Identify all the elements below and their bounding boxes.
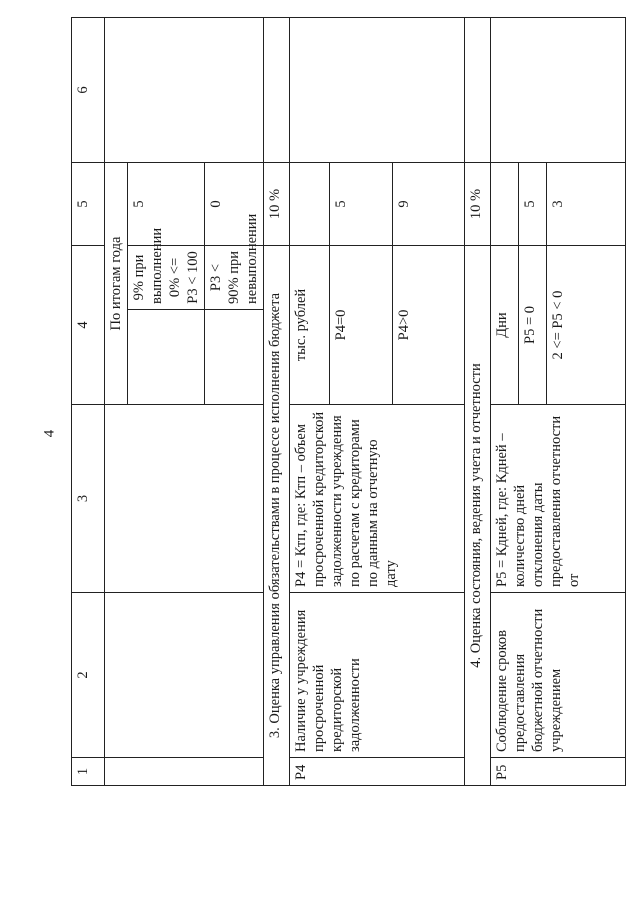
p5-unit: Дни xyxy=(491,246,519,405)
year-block-score-2: 0 xyxy=(205,163,264,246)
header-row xyxy=(72,18,105,786)
p5-unit-score xyxy=(491,163,519,246)
year-block-spacer-2 xyxy=(205,310,264,405)
p4-col-6 xyxy=(290,18,465,163)
p5-condition-2: 2 <= Р5 < 0 xyxy=(547,246,626,405)
p4-score-2: 9 xyxy=(393,163,465,246)
section-4-title: 4. Оценка состояния, ведения учета и отчетности xyxy=(465,246,491,786)
year-block-spacer xyxy=(128,310,205,405)
p5-score-1: 5 xyxy=(519,163,547,246)
section-4-weight: 10 % xyxy=(465,163,491,246)
year-block-name xyxy=(105,593,264,758)
header-col-5: 5 xyxy=(72,163,105,246)
year-block-title: По итогам года xyxy=(105,163,128,405)
year-block-formula xyxy=(105,405,264,593)
p4-score-1: 5 xyxy=(330,163,393,246)
year-block-col-6 xyxy=(105,18,264,163)
year-block-score-1: 5 xyxy=(128,163,205,246)
p5-name: Соблюдение сроков предоставления бюджетной отчетности учреждением xyxy=(491,593,626,758)
section-4-row xyxy=(465,18,491,786)
evaluation-criteria-table xyxy=(71,17,626,786)
p4-code: Р4 xyxy=(290,758,465,786)
year-block-condition-1: 9% при выполнении 0% <= Р3 < 100 xyxy=(128,246,205,310)
page-number: 4 xyxy=(41,429,58,438)
header-col-1: 1 xyxy=(72,758,105,786)
header-col-3: 3 xyxy=(72,405,105,593)
p5-formula: Р5 = Кдней, где: Кдней – количество дней отклонения даты предоставления отчетности от xyxy=(491,405,626,593)
p5-condition-1: Р5 = 0 xyxy=(519,246,547,405)
section-3-title: 3. Оценка управления обязательствами в процессе исполнения бюджета xyxy=(264,246,290,786)
p4-formula: Р4 = Ктп, где: Ктп – объем просроченной кредиторской задолженности учреждения по расчетам с кредиторами по данным на отчетную дату xyxy=(290,405,465,593)
header-col-4: 4 xyxy=(72,246,105,405)
p5-col-6 xyxy=(491,18,626,163)
header-col-6: 6 xyxy=(72,18,105,163)
section-3-weight: 10 % xyxy=(264,163,290,246)
p4-unit: тыс. рублей xyxy=(290,246,330,405)
p5-code: Р5 xyxy=(491,758,626,786)
section-3-row xyxy=(264,18,290,786)
p4-row-unit xyxy=(290,18,330,786)
section-3-col-6 xyxy=(264,18,290,163)
year-block-title-row xyxy=(105,18,128,786)
p4-unit-score xyxy=(290,163,330,246)
header-col-2: 2 xyxy=(72,593,105,758)
year-block-code xyxy=(105,758,264,786)
rotated-page-content xyxy=(71,18,610,786)
p5-row-unit xyxy=(491,18,519,786)
p4-condition-1: Р4=0 xyxy=(330,246,393,405)
p5-score-2: 3 xyxy=(547,163,626,246)
year-block-condition-2: Р3 < 90% при невыполнении xyxy=(205,246,264,310)
p4-condition-2: Р4>0 xyxy=(393,246,465,405)
section-4-col-6 xyxy=(465,18,491,163)
p4-name: Наличие у учреждения просроченной кредиторской задолженности xyxy=(290,593,465,758)
